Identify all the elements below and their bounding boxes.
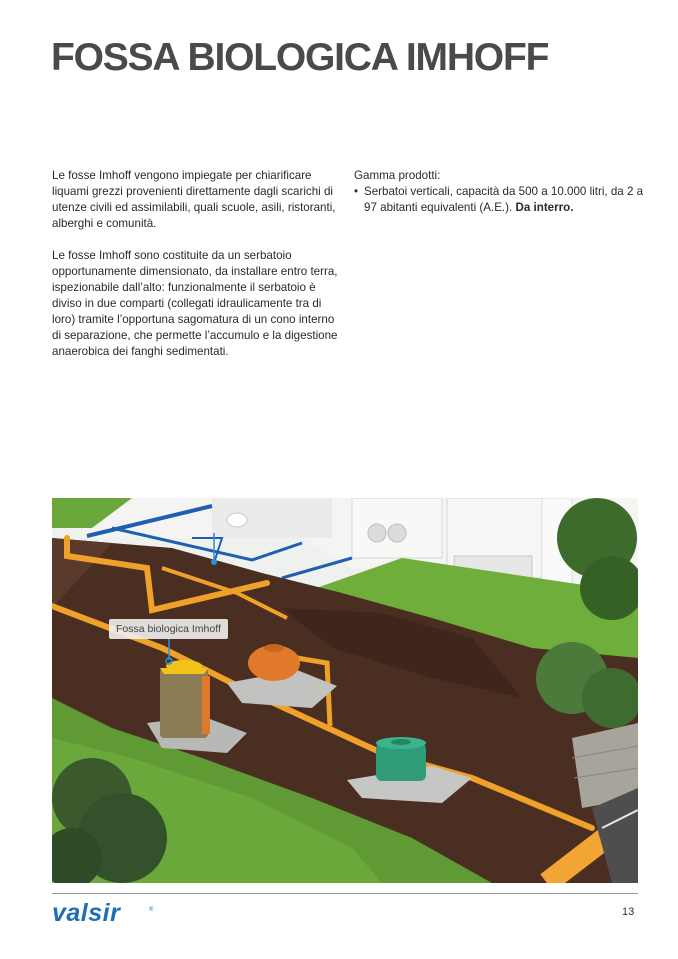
imhoff-callout-label: Fossa biologica Imhoff [109, 619, 228, 639]
registered-mark: ® [149, 907, 154, 913]
description-column [52, 168, 342, 376]
product-range-column [354, 168, 644, 216]
footer-divider [52, 893, 638, 894]
structure-paragraph: Le fosse Imhoff sono costituite da un serbatoio opportunamente dimensionato, da installare entro terra, ispezionabile dall’alto: funzionalmente il serbatoio è diviso in due comparti (collegati idraulicamente tra di loro) tramite l’opportuna sagomatura di un cono interno di separazione, che permette l’accumulo e la digestione anaerobica dei fanghi sedimentati. [52, 249, 338, 358]
valsir-logo: valsir [52, 899, 121, 927]
bullet-symbol: • [354, 185, 359, 198]
product-range-item [354, 184, 644, 216]
intro-paragraph: Le fosse Imhoff vengono impiegate per chiarificare liquami grezzi provenienti direttamente dagli scarichi di utenze civili ed assimilabili, quali scuole, asili, ristoranti, alberghi e comunità. [52, 169, 336, 230]
product-range-text [364, 184, 644, 216]
product-range-heading: Gamma prodotti: [354, 169, 441, 182]
page-number: 13 [622, 906, 635, 918]
product-range-description: Serbatoi verticali, capacità da 500 a 10.000 litri, da 2 a 97 abitanti equivalenti (A.E.). [364, 185, 644, 214]
product-range-bold: Da interro. [515, 201, 574, 214]
installation-illustration [52, 498, 638, 883]
page-title: FOSSA BIOLOGICA IMHOFF [51, 36, 549, 79]
